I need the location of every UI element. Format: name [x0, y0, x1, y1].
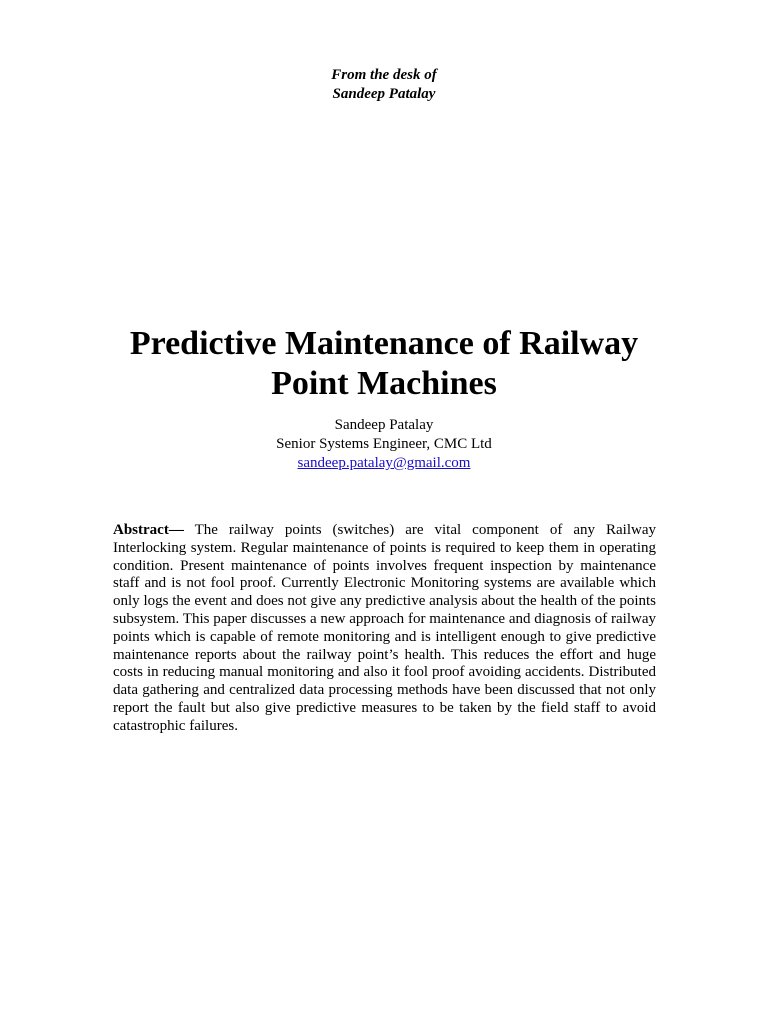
abstract-text: The railway points (switches) are vital component of any Railway Interlocking system. Regular maintenance of points is required to keep them in operating condition. Present maintenance of points involves frequent inspection by maintenance staff and is not fool proof. Currently Electronic Monitoring systems are available which only logs the event and does not give any predictive analysis about the health of the points subsystem. This paper discusses a new approach for maintenance and diagnosis of railway points which is capable of remote monitoring and is intelligent enough to give predictive maintenance reports about the railway point’s health. This reduces the effort and huge costs in reducing manual monitoring and also it fool proof avoiding accidents. Distributed data gathering and centralized data processing methods have been discussed that not only report the fault but also give predictive measures to be taken by the field staff to avoid catastrophic failures.	[113, 522, 656, 734]
title-line-1: Predictive Maintenance of Railway	[129, 325, 639, 362]
author-email-wrapper	[0, 454, 768, 473]
author-name: Sandeep Patalay	[334, 417, 434, 433]
desk-line-2: Sandeep Patalay	[332, 86, 436, 102]
author-email-link[interactable]: sandeep.patalay@gmail.com	[297, 455, 471, 471]
author-affiliation: Senior Systems Engineer, CMC Ltd	[276, 436, 492, 452]
abstract-paragraph	[113, 522, 656, 736]
desk-line-1: From the desk of	[331, 67, 437, 83]
abstract-label: Abstract—	[113, 522, 184, 538]
paper-title	[84, 324, 684, 404]
from-the-desk-header	[0, 66, 768, 104]
title-line-2: Point Machines	[271, 365, 497, 402]
author-block	[0, 416, 768, 473]
